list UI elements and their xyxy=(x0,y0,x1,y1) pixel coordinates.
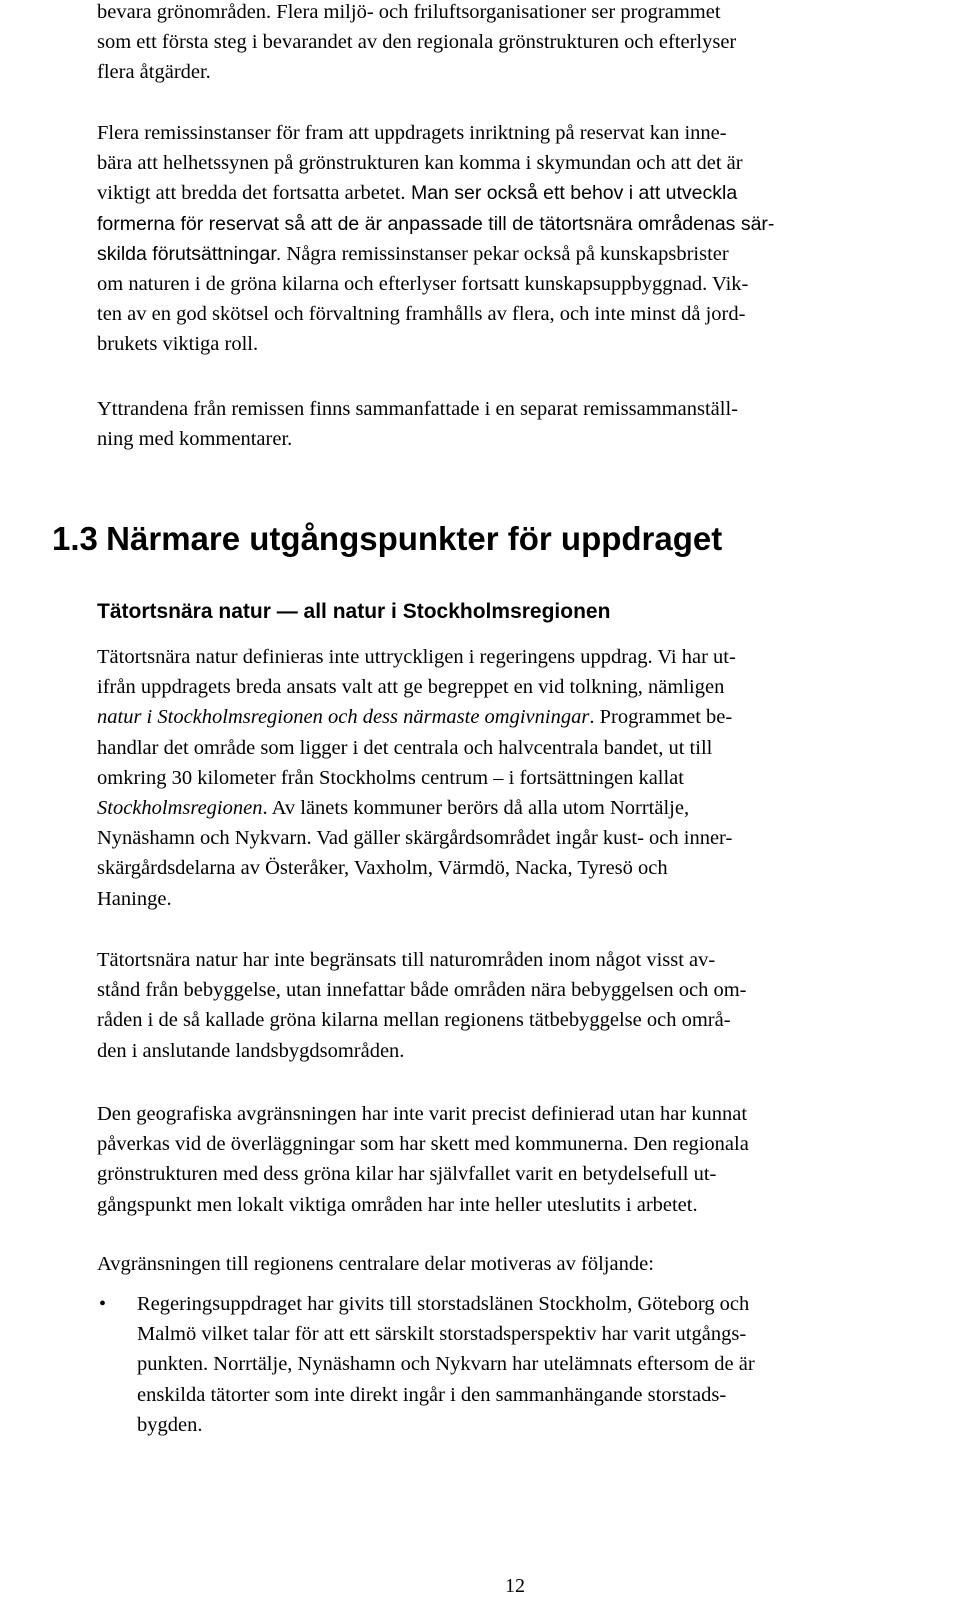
paragraph-definition xyxy=(97,642,947,914)
paragraph-intro-continued xyxy=(97,0,947,88)
text-line: bygden. xyxy=(137,1413,203,1436)
paragraph-geographic-boundary xyxy=(97,1099,947,1220)
text-line xyxy=(97,793,947,823)
bullet-icon: • xyxy=(99,1293,107,1315)
paragraph-scope xyxy=(97,945,947,1066)
text-segment: om naturen i de gröna kilarna och efterlyser fortsatt kunskapsuppbyggnad. xyxy=(97,272,708,295)
text-line: Nynäshamn och Nykvarn. Vad gäller skärgårdsområdet ingår kust- och inner- xyxy=(97,827,733,850)
text-line: ning med kommentarer. xyxy=(97,428,293,451)
text-line: den i anslutande landsbygdsområden. xyxy=(97,1039,405,1062)
page-number: 12 xyxy=(505,1575,525,1597)
text-line: råden i de så kallade gröna kilarna mellan regionens tätbebyggelse och områ- xyxy=(97,1009,731,1032)
text-line: Tätortsnära natur har inte begränsats till naturområden inom något visst av- xyxy=(97,949,716,971)
text-line: Den geografiska avgränsningen har inte varit precist definierad utan har kunnat xyxy=(97,1103,748,1125)
text-line: Haninge. xyxy=(97,887,172,910)
text-line: påverkas vid de överläggningar som har skett med kommunerna. Den regionala xyxy=(97,1133,749,1156)
text-line: brukets viktiga roll. xyxy=(97,333,259,356)
text-line: grönstrukturen med dess gröna kilar har självfallet varit en betydelsefull ut- xyxy=(97,1163,717,1186)
section-number: 1.3 xyxy=(52,520,98,557)
text-segment: . Programmet be- xyxy=(589,706,733,729)
text-segment: Man ser också ett behov i att utveckla xyxy=(405,182,738,205)
text-line: bära att helhetssynen på grönstrukturen kan komma i skymundan och att det är xyxy=(97,152,743,175)
section-heading xyxy=(52,519,722,559)
text-line xyxy=(97,269,947,299)
text-line: Yttrandena från remissen finns sammanfattade i en separat remissammanställ- xyxy=(97,398,738,420)
text-segment: Några remissinstanser pekar också på kunskapsbrister xyxy=(281,242,729,265)
text-line: ten av en god skötsel och förvaltning framhålls av flera, och inte minst då jord- xyxy=(97,303,746,326)
text-line xyxy=(97,178,947,208)
text-line: ifrån uppdragets breda ansats valt att ge begreppet en vid tolkning, nämligen xyxy=(97,676,725,699)
text-line: Avgränsningen till regionens centralare delar motiveras av följande: xyxy=(97,1253,654,1275)
text-segment: . Av länets kommuner berörs då alla utom Norrtälje, xyxy=(262,796,690,819)
text-line: enskilda tätorter som inte direkt ingår i den sammanhängande storstads- xyxy=(137,1383,727,1406)
paragraph-motivation-intro xyxy=(97,1249,947,1279)
text-line: stånd från bebyggelse, utan innefattar både områden nära bebyggelsen och om- xyxy=(97,979,747,1002)
italic-term: Stockholmsregionen xyxy=(97,796,263,819)
text-line xyxy=(97,702,947,732)
italic-term: natur i Stockholmsregionen och dess närmaste omgivningar xyxy=(97,706,590,729)
bullet-list xyxy=(97,1289,947,1440)
text-line: Flera remissinstanser för fram att uppdragets inriktning på reservat kan inne- xyxy=(97,122,727,144)
text-line: bevara grönområden. Flera miljö- och friluftsorganisationer ser programmet xyxy=(97,1,721,23)
text-line: flera åtgärder. xyxy=(97,61,211,84)
text-line: Regeringsuppdraget har givits till storstadslänen Stockholm, Göteborg och xyxy=(137,1293,750,1315)
text-segment: skilda förutsättningar. xyxy=(97,242,282,265)
list-item xyxy=(97,1289,947,1440)
text-segment: viktigt att bredda det fortsatta arbetet. xyxy=(97,182,406,205)
paragraph-remiss-summary xyxy=(97,394,947,454)
text-line: handlar det område som ligger i det centrala och halvcentrala bandet, ut till xyxy=(97,736,713,759)
text-line: skärgårdsdelarna av Österåker, Vaxholm, Värmdö, Nacka, Tyresö och xyxy=(97,857,668,880)
subsection-heading: Tätortsnära natur — all natur i Stockholmsregionen xyxy=(97,600,611,623)
text-line: Malmö vilket talar för att ett särskilt storstadsperspektiv har varit utgångs- xyxy=(137,1323,747,1346)
text-line: formerna för reservat så att de är anpassade till de tätortsnära områdenas sär- xyxy=(97,212,775,235)
text-line: Tätortsnära natur definieras inte uttryckligen i regeringens uppdrag. Vi har ut- xyxy=(97,646,736,668)
text-line: gångspunkt men lokalt viktiga områden har inte heller uteslutits i arbetet. xyxy=(97,1193,698,1216)
paragraph-remiss-views xyxy=(97,118,947,360)
text-line: omkring 30 kilometer från Stockholms centrum – i fortsättningen kallat xyxy=(97,766,684,789)
section-title: Närmare utgångspunkter för uppdraget xyxy=(106,520,723,557)
text-line: som ett första steg i bevarandet av den regionala grönstrukturen och efterlyser xyxy=(97,31,737,54)
text-segment: Vik- xyxy=(707,272,749,295)
text-line xyxy=(97,239,947,269)
text-line: punkten. Norrtälje, Nynäshamn och Nykvarn har utelämnats eftersom de är xyxy=(137,1353,755,1376)
